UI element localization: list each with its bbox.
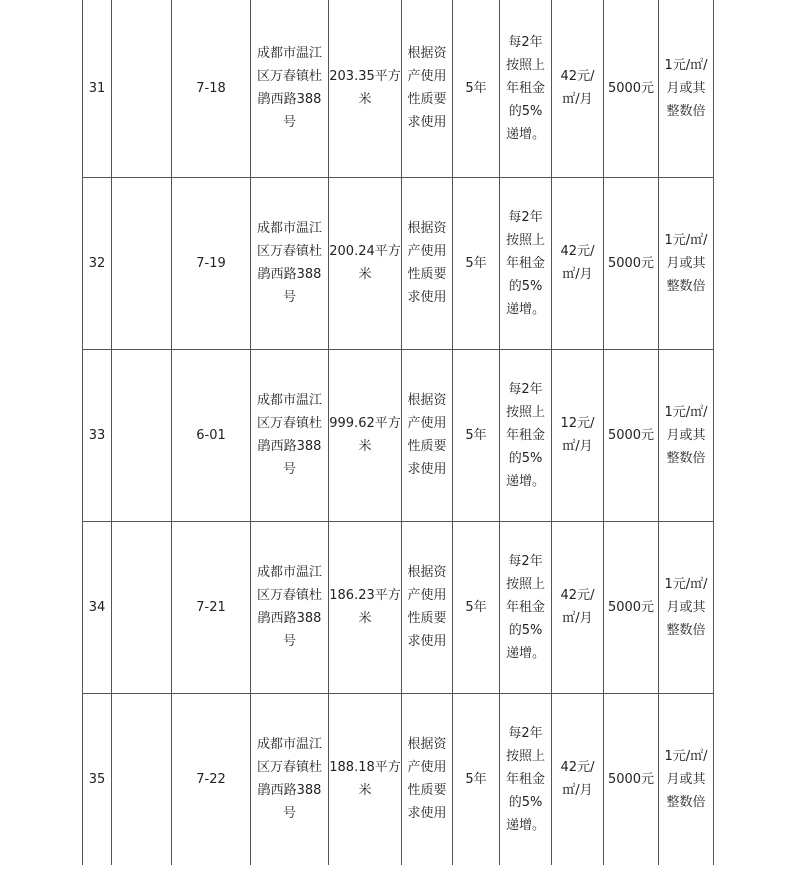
area-text: 203.35平方米 <box>329 69 401 108</box>
row-index: 35 <box>83 693 112 865</box>
lease-term: 5年 <box>453 0 500 177</box>
address-cell <box>251 349 329 521</box>
rent-cell <box>552 693 604 865</box>
bid-step-cell <box>659 693 714 865</box>
bid-step-text: 1元/㎡/月或其整数倍 <box>664 404 708 466</box>
usage-cell <box>402 521 453 693</box>
area-cell <box>329 521 402 693</box>
rent-text: 42元/㎡/月 <box>560 69 595 108</box>
deposit-amount: 5000元 <box>604 693 659 865</box>
lease-term: 5年 <box>453 177 500 349</box>
table-row <box>83 693 714 865</box>
usage-text: 根据资产使用性质要求使用 <box>407 393 447 477</box>
area-cell <box>329 349 402 521</box>
blank-cell <box>112 693 172 865</box>
address-cell <box>251 0 329 177</box>
area-text: 999.62平方米 <box>329 416 401 454</box>
address-text: 成都市温江区万春镇杜鹃西路388号 <box>256 565 322 649</box>
bid-step-cell <box>659 0 714 177</box>
growth-cell <box>500 0 552 177</box>
bid-step-text: 1元/㎡/月或其整数倍 <box>664 57 708 119</box>
unit-number: 7-19 <box>172 177 251 349</box>
blank-cell <box>112 0 172 177</box>
usage-text: 根据资产使用性质要求使用 <box>407 565 447 649</box>
growth-text: 每2年按照上年租金的5%递增。 <box>505 725 545 833</box>
table-row <box>83 0 714 177</box>
area-text: 186.23平方米 <box>329 588 401 626</box>
lease-term: 5年 <box>453 693 500 865</box>
unit-number: 7-22 <box>172 693 251 865</box>
usage-cell <box>402 177 453 349</box>
growth-cell <box>500 521 552 693</box>
growth-text: 每2年按照上年租金的5%递增。 <box>505 553 545 661</box>
unit-number: 7-18 <box>172 0 251 177</box>
growth-text: 每2年按照上年租金的5%递增。 <box>505 381 545 489</box>
area-text: 200.24平方米 <box>329 244 401 282</box>
address-cell <box>251 521 329 693</box>
address-cell <box>251 177 329 349</box>
row-index: 32 <box>83 177 112 349</box>
usage-text: 根据资产使用性质要求使用 <box>407 46 447 131</box>
table-row <box>83 177 714 349</box>
bid-step-text: 1元/㎡/月或其整数倍 <box>664 576 708 638</box>
lease-term: 5年 <box>453 521 500 693</box>
growth-cell <box>500 349 552 521</box>
area-cell <box>329 0 402 177</box>
rent-text: 12元/㎡/月 <box>560 416 595 454</box>
area-cell <box>329 177 402 349</box>
deposit-amount: 5000元 <box>604 521 659 693</box>
row-index: 31 <box>83 0 112 177</box>
table-row <box>83 521 714 693</box>
usage-cell <box>402 349 453 521</box>
lease-term: 5年 <box>453 349 500 521</box>
growth-text: 每2年按照上年租金的5%递增。 <box>505 209 545 317</box>
rent-text: 42元/㎡/月 <box>560 244 595 282</box>
table-row <box>83 349 714 521</box>
blank-cell <box>112 177 172 349</box>
lease-listing-table <box>82 0 714 865</box>
growth-cell <box>500 177 552 349</box>
bid-step-cell <box>659 349 714 521</box>
area-text: 188.18平方米 <box>329 760 401 799</box>
blank-cell <box>112 349 172 521</box>
rent-cell <box>552 177 604 349</box>
blank-cell <box>112 521 172 693</box>
unit-number: 7-21 <box>172 521 251 693</box>
row-index: 33 <box>83 349 112 521</box>
rent-text: 42元/㎡/月 <box>560 760 595 799</box>
row-index: 34 <box>83 521 112 693</box>
address-text: 成都市温江区万春镇杜鹃西路388号 <box>256 221 322 305</box>
address-text: 成都市温江区万春镇杜鹃西路388号 <box>256 393 322 477</box>
usage-text: 根据资产使用性质要求使用 <box>407 221 447 305</box>
bid-step-text: 1元/㎡/月或其整数倍 <box>664 232 708 294</box>
deposit-amount: 5000元 <box>604 349 659 521</box>
deposit-amount: 5000元 <box>604 0 659 177</box>
bid-step-cell <box>659 177 714 349</box>
address-cell <box>251 693 329 865</box>
deposit-amount: 5000元 <box>604 177 659 349</box>
rent-cell <box>552 521 604 693</box>
unit-number: 6-01 <box>172 349 251 521</box>
growth-text: 每2年按照上年租金的5%递增。 <box>505 34 545 142</box>
address-text: 成都市温江区万春镇杜鹃西路388号 <box>256 46 322 131</box>
area-cell <box>329 693 402 865</box>
bid-step-text: 1元/㎡/月或其整数倍 <box>664 748 708 810</box>
usage-text: 根据资产使用性质要求使用 <box>407 737 447 822</box>
rent-cell <box>552 349 604 521</box>
usage-cell <box>402 693 453 865</box>
usage-cell <box>402 0 453 177</box>
rent-text: 42元/㎡/月 <box>560 588 595 626</box>
growth-cell <box>500 693 552 865</box>
bid-step-cell <box>659 521 714 693</box>
address-text: 成都市温江区万春镇杜鹃西路388号 <box>256 737 322 822</box>
rent-cell <box>552 0 604 177</box>
